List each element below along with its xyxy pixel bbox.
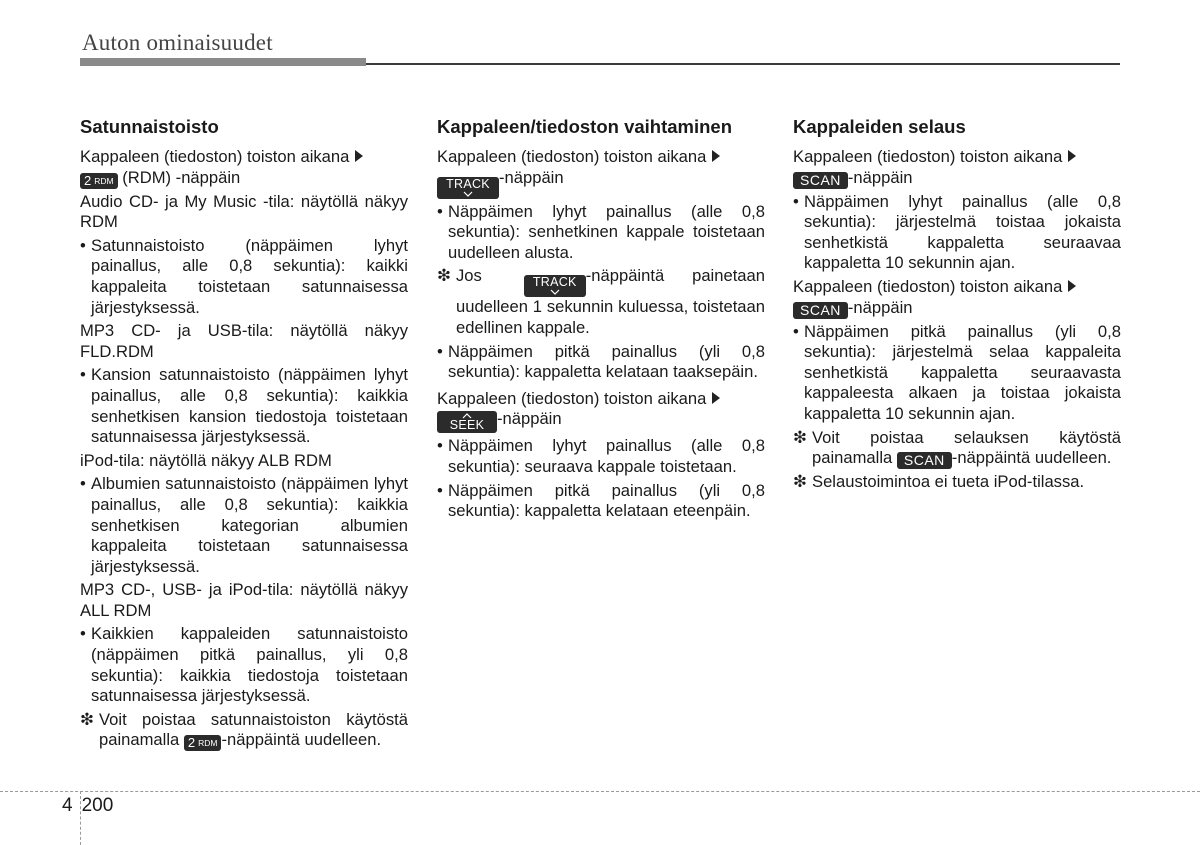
section-heading: Satunnaistoisto [80,116,219,137]
section-number: 4 [62,795,73,816]
intro-paragraph: Kappaleen (tiedoston) toiston aikana SEEK -näppäin [437,389,765,434]
footer-rule [0,791,1200,792]
intro-paragraph: Kappaleen (tiedoston) toiston aikana TRACK -näppäin [437,147,765,199]
column-random-play [80,116,408,754]
bullet-item: • Kaikkien kappaleiden satunnaistoisto (näppäimen pitkä painallus, yli 0,8 sekuntia): kaikkia tiedostoja toistetaan satunnaisessa järjestyksessä. [80,624,408,706]
bullet-item: • Kansion satunnaistoisto (näppäimen lyhyt painallus, alle 0,8 sekuntia): kaikkia senhetkisen kansion tiedostoja toistetaan satunnaisessa järjestyksessä. [80,365,408,447]
intro-paragraph: Kappaleen (tiedoston) toiston aikana SCAN -näppäin [793,147,1121,189]
mode-paragraph: MP3 CD-, USB- ja iPod-tila: näytöllä näkyy ALL RDM [80,580,408,620]
intro-paragraph: Kappaleen (tiedoston) toiston aikana SCAN -näppäin [793,277,1121,319]
bullet-item: • Albumien satunnaistoisto (näppäimen lyhyt painallus, alle 0,8 sekuntia): kaikkia senhetkisen kategorian albumien kappaleita toistetaan satunnaisessa järjestyksessä. [80,474,408,577]
bullet-item: • Näppäimen pitkä painallus (yli 0,8 sekuntia): kappaletta kelataan eteenpäin. [437,481,765,522]
chevron-up-icon [462,413,472,419]
chevron-down-icon [463,191,473,197]
section-heading: Kappaleiden selaus [793,116,966,137]
play-triangle-icon [355,150,363,162]
note-item: ❇ Selaustoimintoa ei tueta iPod-tilassa. [793,472,1085,492]
play-triangle-icon [1068,280,1076,292]
bullet-item: • Näppäimen lyhyt painallus (alle 0,8 sekuntia): seuraava kappale toistetaan. [437,436,765,477]
mode-paragraph: iPod-tila: näytöllä näkyy ALB RDM [80,450,332,470]
header-bar-thick [80,58,366,66]
bullet-item: • Näppäimen pitkä painallus (yli 0,8 sekuntia): kappaletta kelataan taaksepäin. [437,342,765,383]
note-mark-icon: ❇ [793,472,807,492]
note-mark-icon: ❇ [437,266,451,286]
section-heading: Kappaleen/tiedoston vaihtaminen [437,116,733,137]
header-bar-thin [366,63,1120,65]
rdm-button-glyph: 2 RDM [80,173,118,189]
seek-up-button-glyph: SEEK [437,411,497,433]
scan-button-glyph: SCAN [897,452,952,469]
track-down-button-glyph: TRACK [437,177,499,199]
page-number [62,795,113,817]
mode-paragraph: Audio CD- ja My Music -tila: näytöllä näkyy RDM [80,191,408,232]
play-triangle-icon [1068,150,1076,162]
chevron-down-icon [550,289,560,295]
track-down-button-glyph: TRACK [524,275,586,297]
bullet-item: • Näppäimen lyhyt painallus (alle 0,8 sekuntia): senhetkinen kappale toistetaan uudelleen alusta. [437,202,765,264]
scan-button-glyph: SCAN [793,172,848,189]
note-mark-icon: ❇ [80,709,94,729]
mode-paragraph: MP3 CD- ja USB-tila: näytöllä näkyy FLD.RDM [80,321,408,361]
bullet-item: • Satunnaistoisto (näppäimen lyhyt painallus, alle 0,8 sekuntia): kaikki kappaleita toistetaan satunnaisessa järjestyksessä. [80,236,408,318]
column-track-change [437,116,765,525]
page-number-value: 200 [81,795,114,816]
play-triangle-icon [712,150,720,162]
rdm-button-glyph: 2 RDM [184,735,222,751]
scan-button-glyph: SCAN [793,302,848,319]
bullet-item: • Näppäimen pitkä painallus (yli 0,8 sekuntia): järjestelmä selaa kappaleita senhetkistä kappaletta seuraavasta kappaleesta alkaen ja toistaa jokaista kappaletta 10 sekunnin ajan. [793,322,1121,425]
bullet-item: • Näppäimen lyhyt painallus (alle 0,8 sekuntia): järjestelmä toistaa jokaista senhetkistä kappaletta seuraavaa kappaletta 10 sekunnin ajan. [793,192,1121,274]
header-title: Auton ominaisuudet [82,30,273,55]
column-scan [793,116,1121,496]
note-item: ❇ Voit poistaa satunnaistoiston käytöstä painamalla 2 RDM -näppäintä uudelleen. [80,709,408,751]
note-item: ❇ Jos TRACK -näppäintä painetaan uudelleen 1 sekunnin kuluessa, toistetaan edellinen kappale. [437,266,765,337]
intro-paragraph: Kappaleen (tiedoston) toiston aikana 2 RDM (RDM) -näppäin [80,147,408,189]
play-triangle-icon [712,392,720,404]
note-item: ❇ Voit poistaa selauksen käytöstä painamalla SCAN -näppäintä uudelleen. [793,427,1121,469]
note-mark-icon: ❇ [793,427,807,447]
